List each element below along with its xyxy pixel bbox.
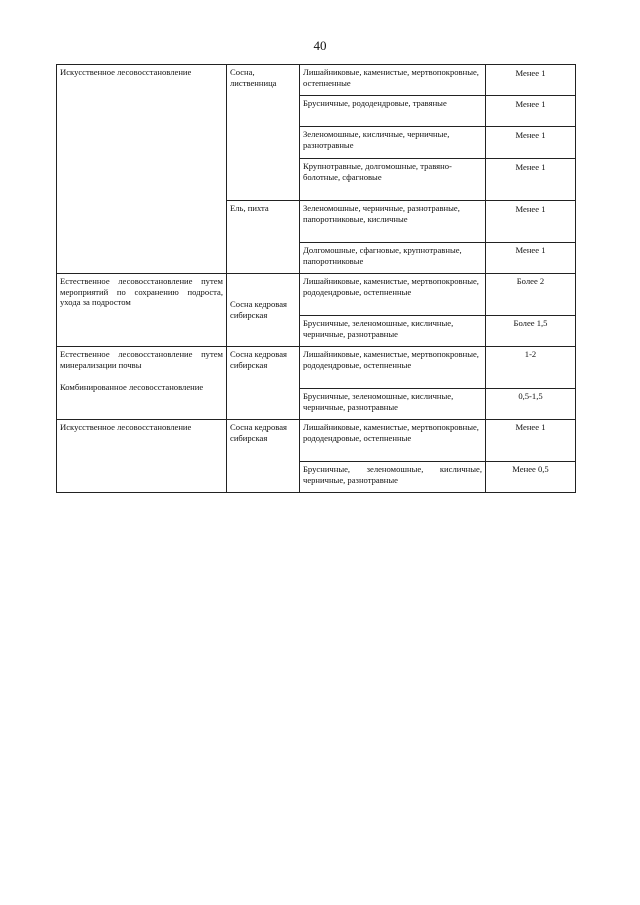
method-text-2: Комбинированное лесовосстановление: [60, 382, 204, 393]
value-cell: 0,5-1,5: [486, 389, 576, 420]
method-cell: Естественное лесовосстановление путем мероприятий по сохранению подроста, ухода за подростом: [57, 274, 227, 347]
method-text: Естественное лесовосстановление путем минерализации почвы: [60, 349, 223, 370]
method-cell: [57, 347, 227, 420]
table-row: [57, 420, 576, 462]
value-cell: Менее 1: [486, 420, 576, 462]
species-cell: Сосна кедровая сибирская: [227, 347, 300, 420]
species-cell: Ель, пихта: [227, 201, 300, 274]
table-row: [57, 65, 576, 96]
value-cell: Менее 1: [486, 201, 576, 243]
species-cell: Сосна, лиственница: [227, 65, 300, 201]
forest-type-cell: Зеленомошные, кисличные, черничные, разнотравные: [300, 127, 486, 159]
forest-type-cell: Зеленомошные, черничные, разнотравные, папоротниковые, кисличные: [300, 201, 486, 243]
forest-type-cell: Брусничные, зеленомошные, кисличные, черничные, разнотравные: [300, 316, 486, 347]
value-cell: Более 2: [486, 274, 576, 316]
value-cell: Менее 1: [486, 65, 576, 96]
method-cell: Искусственное лесовосстановление: [57, 420, 227, 493]
value-cell: Менее 1: [486, 243, 576, 274]
method-cell: Искусственное лесовосстановление: [57, 65, 227, 274]
value-cell: Менее 1: [486, 96, 576, 127]
species-cell: Сосна кедровая сибирская: [227, 274, 300, 347]
forest-type-cell: Долгомошные, сфагновые, крупнотравные, папоротниковые: [300, 243, 486, 274]
value-cell: Менее 1: [486, 159, 576, 201]
value-cell: Менее 0,5: [486, 462, 576, 493]
forest-type-cell: Лишайниковые, каменистые, мертвопокровные, рододендровые, остепненные: [300, 347, 486, 389]
value-cell: Более 1,5: [486, 316, 576, 347]
species-cell: Сосна кедровая сибирская: [227, 420, 300, 493]
forest-regeneration-table: [56, 64, 576, 493]
forest-type-cell: Лишайниковые, каменистые, мертвопокровные, рододендровые, остепненные: [300, 420, 486, 462]
value-cell: Менее 1: [486, 127, 576, 159]
forest-type-cell: Брусничные, зеленомошные, кисличные, черничные, разнотравные: [300, 462, 486, 493]
value-cell: 1-2: [486, 347, 576, 389]
page-number: 40: [313, 38, 327, 53]
forest-type-cell: Брусничные, зеленомошные, кисличные, черничные, разнотравные: [300, 389, 486, 420]
forest-type-cell: Лишайниковые, каменистые, мертвопокровные, рододендровые, остепненные: [300, 274, 486, 316]
forest-type-cell: Крупнотравные, долгомошные, травяно-болотные, сфагновые: [300, 159, 486, 201]
forest-type-cell: Лишайниковые, каменистые, мертвопокровные, остепненные: [300, 65, 486, 96]
forest-type-cell: Брусничные, рододендровые, травяные: [300, 96, 486, 127]
table-row: [57, 274, 576, 316]
table-row: [57, 347, 576, 389]
